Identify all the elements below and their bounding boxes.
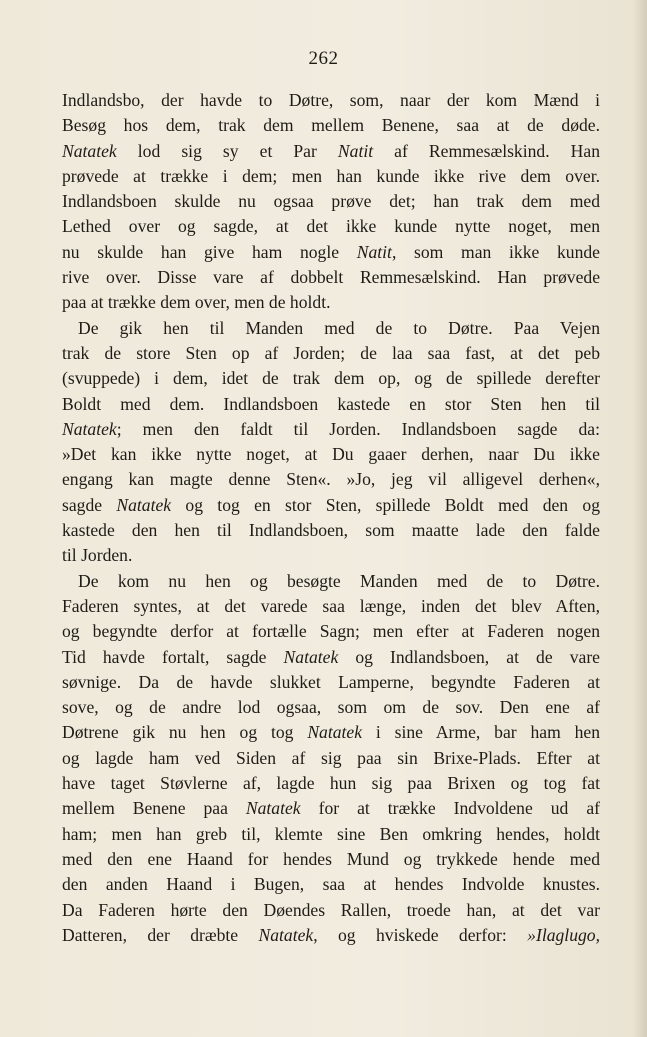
text-line	[62, 164, 600, 189]
text-line	[62, 746, 600, 771]
text-line	[62, 645, 600, 670]
text-line	[62, 265, 600, 290]
text-line	[62, 341, 600, 366]
text-line	[62, 569, 600, 594]
body-text	[62, 88, 600, 948]
italic-word: Natatek	[307, 722, 363, 743]
text-line	[62, 316, 600, 341]
text-line	[62, 113, 600, 138]
italic-word: Natatek	[283, 646, 339, 667]
text-line	[62, 872, 600, 897]
text-run: søvnige. Da de havde slukket Lamperne, begyndte Faderen at	[62, 671, 600, 692]
text-run: til Jorden.	[62, 545, 133, 566]
text-line	[62, 493, 600, 518]
text-run: have taget Støvlerne af, lagde hun sig paa Brixen og tog fat	[62, 773, 600, 794]
text-run: kastede den hen til Indlandsboen, som maatte lade den falde	[62, 520, 600, 541]
italic-word: »Ilaglugo,	[527, 924, 600, 945]
text-line	[62, 771, 600, 796]
text-line	[62, 442, 600, 467]
text-line	[62, 518, 600, 543]
text-run: af Remmesælskind. Han	[373, 140, 600, 161]
text-run: Tid havde fortalt, sagde	[62, 646, 284, 667]
text-run: , og hviskede derfor:	[313, 924, 528, 945]
text-run: engang kan magte denne Sten«. »Jo, jeg vil alligevel derhen«,	[62, 469, 600, 490]
italic-word: Natatek	[245, 798, 301, 819]
text-line	[62, 417, 600, 442]
text-run: Besøg hos dem, trak dem mellem Benene, saa at de døde.	[62, 115, 600, 136]
text-line	[62, 923, 600, 948]
text-run: prøvede at trække i dem; men han kunde ikke rive dem over.	[62, 165, 600, 186]
text-line	[62, 240, 600, 265]
text-line	[62, 898, 600, 923]
text-run: rive over. Disse vare af dobbelt Remmesælskind. Han prøvede	[62, 267, 600, 288]
text-run: De kom nu hen og besøgte Manden med de to Døtre.	[78, 570, 600, 591]
text-line	[62, 467, 600, 492]
text-run: ; men den faldt til Jorden. Indlandsboen sagde da:	[116, 418, 600, 439]
text-line	[62, 670, 600, 695]
text-run: og lagde ham ved Siden af sig paa sin Brixe-Plads. Efter at	[62, 747, 600, 768]
text-line	[62, 847, 600, 872]
text-line	[62, 214, 600, 239]
text-run: paa at trække dem over, men de holdt.	[62, 292, 331, 313]
text-run: for at trække Indvoldene ud af	[300, 798, 600, 819]
text-run: Faderen syntes, at det varede saa længe, inden det blev Aften,	[62, 595, 600, 616]
text-run: og begyndte derfor at fortælle Sagn; men efter at Faderen nogen	[62, 621, 600, 642]
text-run: sove, og de andre lod ogsaa, som om de sov. Den ene af	[62, 697, 600, 718]
text-run: (svuppede) i dem, idet de trak dem op, og de spillede derefter	[62, 368, 600, 389]
text-line	[62, 822, 600, 847]
text-run: ham; men han greb til, klemte sine Ben omkring hendes, holdt	[62, 823, 600, 844]
text-run: lod sig sy et Par	[116, 140, 338, 161]
italic-word: Natit	[356, 241, 392, 262]
text-run: og tog en stor Sten, spillede Boldt med den og	[171, 494, 600, 515]
text-line	[62, 392, 600, 417]
text-line	[62, 720, 600, 745]
text-run: med den ene Haand for hendes Mund og trykkede hende med	[62, 848, 600, 869]
text-line	[62, 189, 600, 214]
text-line	[62, 543, 600, 568]
text-line	[62, 139, 600, 164]
italic-word: Natatek	[116, 494, 172, 515]
text-line	[62, 796, 600, 821]
text-run: »Det kan ikke nytte noget, at Du gaaer derhen, naar Du ikke	[62, 444, 600, 465]
page-number: 262	[308, 48, 339, 69]
text-line	[62, 366, 600, 391]
text-run: nu skulde han give ham nogle	[62, 241, 357, 262]
text-run: , som man ikke kunde	[391, 241, 600, 262]
text-line	[62, 695, 600, 720]
italic-word: Natatek	[62, 418, 117, 439]
text-run: Indlandsbo, der havde to Døtre, som, naar der kom Mænd i	[62, 90, 600, 110]
text-run: den anden Haand i Bugen, saa at hendes Indvolde knustes.	[62, 874, 600, 895]
text-run: trak de store Sten op af Jorden; de laa saa fast, at det peb	[62, 342, 600, 363]
text-run: og Indlandsboen, at de vare	[338, 646, 600, 667]
text-run: Indlandsboen skulde nu ogsaa prøve det; han trak dem med	[62, 191, 600, 212]
italic-word: Natatek	[258, 924, 314, 945]
italic-word: Natatek	[62, 140, 117, 161]
text-run: Boldt med dem. Indlandsboen kastede en stor Sten hen til	[62, 393, 600, 414]
text-line	[62, 290, 600, 315]
text-run: Datteren, der dræbte	[62, 924, 259, 945]
page-edge-shadow	[633, 0, 647, 1037]
text-run: sagde	[62, 494, 117, 515]
text-run: Lethed over og sagde, at det ikke kunde nytte noget, men	[62, 216, 600, 237]
text-run: De gik hen til Manden med de to Døtre. Paa Vejen	[78, 317, 600, 338]
text-run: Da Faderen hørte den Døendes Rallen, troede han, at det var	[62, 899, 600, 920]
text-line	[62, 594, 600, 619]
text-run: mellem Benene paa	[62, 798, 246, 819]
text-run: i sine Arme, bar ham hen	[362, 722, 601, 743]
text-line	[62, 619, 600, 644]
text-run: Døtrene gik nu hen og tog	[62, 722, 308, 743]
text-line	[62, 88, 600, 113]
italic-word: Natit	[337, 140, 374, 161]
